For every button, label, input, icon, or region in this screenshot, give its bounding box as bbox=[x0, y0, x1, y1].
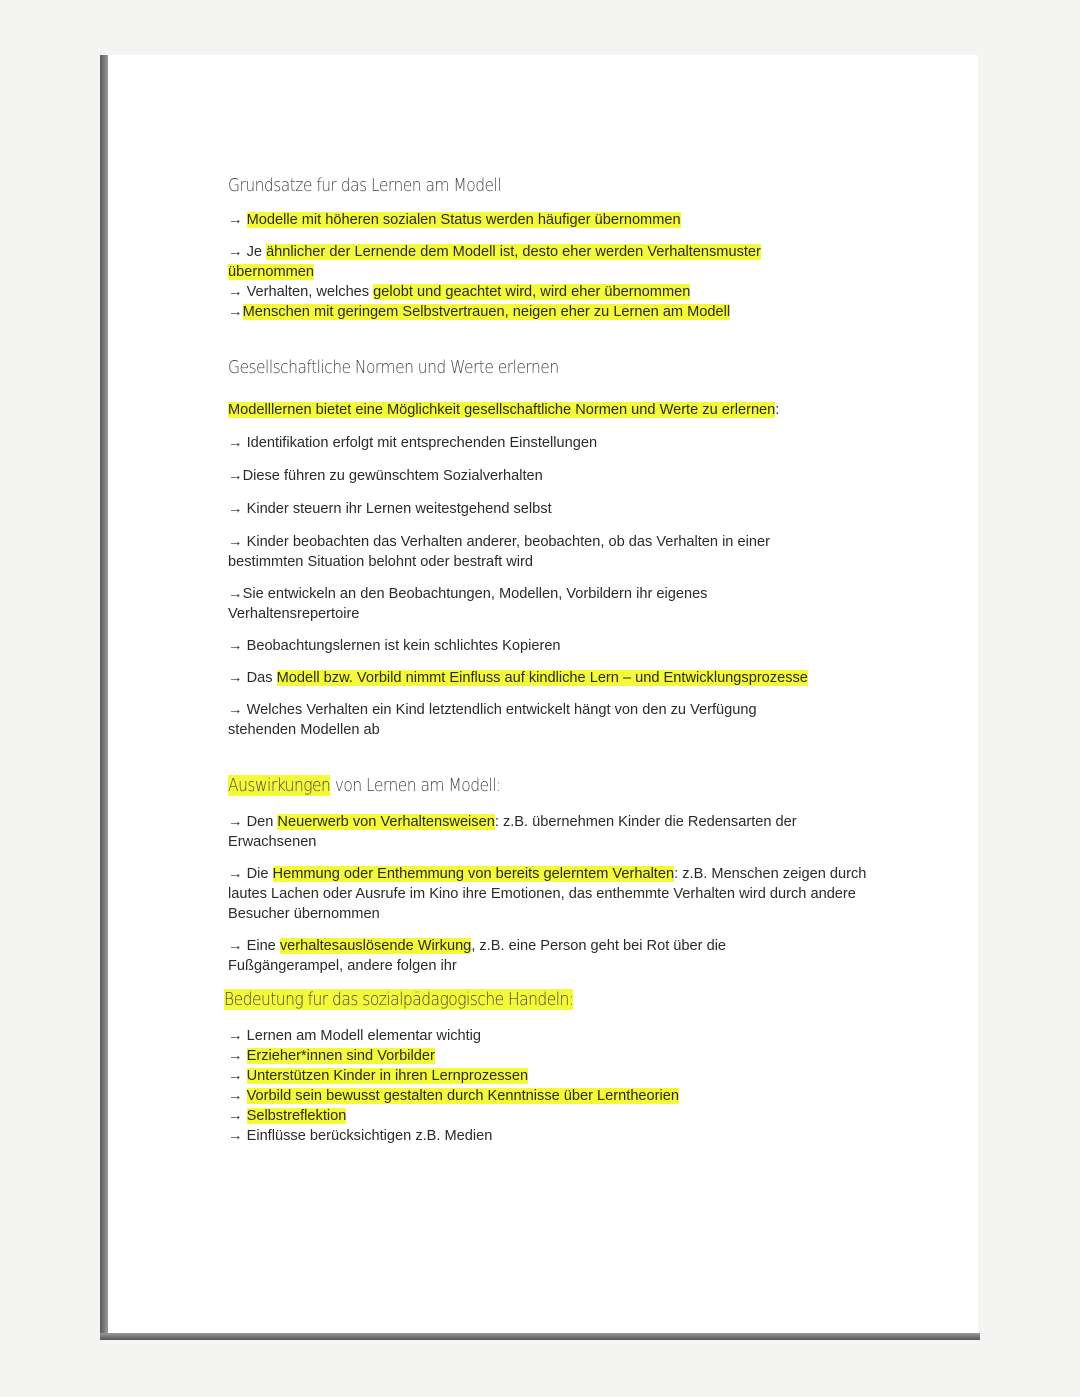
list-item bbox=[228, 433, 888, 453]
list-item bbox=[228, 466, 888, 486]
item-text: Verhalten, welches bbox=[246, 284, 374, 300]
list-item bbox=[228, 636, 888, 656]
item-text: Je bbox=[246, 244, 267, 260]
highlighted-text: gelobt und geachtet wird, wird eher übernommen bbox=[373, 284, 691, 300]
intro-suffix: : bbox=[775, 402, 780, 418]
arrow-icon: → bbox=[228, 1048, 243, 1064]
heading-rest: von Lernen am Modell: bbox=[330, 775, 501, 796]
scan-edge-bottom bbox=[100, 1333, 980, 1340]
item-text: Kinder steuern ihr Lernen weitestgehend selbst bbox=[246, 501, 552, 517]
highlighted-text: Unterstützen Kinder in ihren Lernprozessen bbox=[246, 1068, 529, 1084]
heading-normen: Gesellschaftliche Normen und Werte erlernen bbox=[228, 357, 559, 378]
item-text: Welches Verhalten ein Kind letztendlich entwickelt hängt von den zu Verfügung stehenden Modellen ab bbox=[228, 702, 757, 738]
highlighted-text: verhaltesauslösende Wirkung bbox=[279, 938, 472, 954]
arrow-icon: → bbox=[228, 1128, 243, 1144]
arrow-icon: → bbox=[228, 501, 243, 517]
item-text: : z.B. Menschen zeigen durch lautes Lachen oder Ausrufe im Kino ihre Emotionen, das enthemmte Verhalten wird durch andere Besucher übernommen bbox=[228, 866, 867, 922]
highlighted-text: Vorbild sein bewusst gestalten durch Kenntnisse über Lerntheorien bbox=[246, 1088, 680, 1104]
highlighted-text: Hemmung oder Enthemmung von bereits gelerntem Verhalten bbox=[272, 866, 675, 882]
item-text: Die bbox=[246, 866, 273, 882]
arrow-icon: → bbox=[228, 1068, 243, 1084]
arrow-icon: → bbox=[228, 670, 243, 686]
item-text: Den bbox=[246, 814, 278, 830]
arrow-icon: → bbox=[228, 212, 243, 228]
item-text: , z.B. eine Person geht bei Rot über die Fußgängerampel, andere folgen ihr bbox=[228, 938, 727, 974]
arrow-icon: → bbox=[228, 938, 243, 954]
highlighted-text: Menschen mit geringem Selbstvertrauen, neigen eher zu Lernen am Modell bbox=[242, 304, 731, 320]
list-item bbox=[228, 812, 848, 852]
item-text: Beobachtungslernen ist kein schlichtes Kopieren bbox=[246, 638, 561, 654]
heading-auswirkungen bbox=[228, 776, 796, 796]
list-item bbox=[228, 1086, 888, 1106]
list-item bbox=[228, 210, 888, 230]
list-item bbox=[228, 532, 828, 572]
arrow-icon: → bbox=[228, 814, 243, 830]
arrow-icon: → bbox=[228, 1028, 243, 1044]
list-item bbox=[228, 864, 873, 924]
scan-edge-left bbox=[100, 55, 108, 1340]
list-item bbox=[228, 1106, 888, 1126]
item-text: Identifikation erfolgt mit entsprechenden Einstellungen bbox=[246, 435, 598, 451]
item-text: Lernen am Modell elementar wichtig bbox=[246, 1028, 482, 1044]
arrow-icon: → bbox=[228, 284, 243, 300]
arrow-icon: → bbox=[228, 586, 243, 602]
highlighted-text: Bedeutung fur das sozialpädagogische Handeln: bbox=[224, 989, 574, 1010]
list-item bbox=[228, 302, 888, 322]
list-item bbox=[228, 700, 808, 740]
list-item bbox=[228, 499, 888, 519]
arrow-icon: → bbox=[228, 304, 243, 320]
list-item bbox=[228, 1126, 888, 1146]
highlighted-text: Selbstreflektion bbox=[246, 1108, 347, 1124]
highlighted-text: ähnlicher der Lernende dem Modell ist, desto eher werden Verhaltensmuster übernommen bbox=[228, 244, 761, 280]
arrow-icon: → bbox=[228, 638, 243, 654]
highlighted-text: Erzieher*innen sind Vorbilder bbox=[246, 1048, 435, 1064]
highlighted-text: Modelle mit höheren sozialen Status werden häufiger übernommen bbox=[246, 212, 681, 228]
item-text: : z.B. übernehmen Kinder die Redensarten der Erwachsenen bbox=[228, 814, 797, 850]
arrow-icon: → bbox=[228, 534, 243, 550]
highlighted-text: Modelllernen bietet eine Möglichkeit gesellschaftliche Normen und Werte zu erlernen bbox=[228, 402, 776, 418]
list-item bbox=[228, 1026, 888, 1046]
arrow-icon: → bbox=[228, 702, 243, 718]
list-item bbox=[228, 584, 768, 624]
document-content bbox=[224, 170, 888, 1146]
intro-text bbox=[228, 400, 888, 420]
list-item bbox=[228, 1066, 888, 1086]
arrow-icon: → bbox=[228, 468, 243, 484]
highlighted-text: Modell bzw. Vorbild nimmt Einfluss auf kindliche Lern – und Entwicklungsprozesse bbox=[276, 670, 808, 686]
arrow-icon: → bbox=[228, 244, 243, 260]
list-item bbox=[228, 668, 888, 688]
list-item bbox=[228, 242, 818, 282]
arrow-icon: → bbox=[228, 1088, 243, 1104]
item-text: Eine bbox=[246, 938, 280, 954]
item-text: Diese führen zu gewünschtem Sozialverhalten bbox=[242, 468, 543, 484]
heading-grundsaetze: Grundsatze fur das Lernen am Modell bbox=[228, 175, 502, 196]
list-item bbox=[228, 1046, 888, 1066]
item-text: Kinder beobachten das Verhalten anderer, beobachten, ob das Verhalten in einer bestimmten Situation belohnt oder bestraft wird bbox=[228, 534, 770, 570]
heading-bedeutung bbox=[224, 990, 795, 1010]
highlighted-text: Auswirkungen bbox=[228, 775, 331, 796]
list-item bbox=[228, 936, 773, 976]
item-text: Sie entwickeln an den Beobachtungen, Modellen, Vorbildern ihr eigenes Verhaltensrepertoire bbox=[228, 586, 708, 622]
highlighted-text: Neuerwerb von Verhaltensweisen bbox=[277, 814, 495, 830]
list-item bbox=[228, 282, 888, 302]
arrow-icon: → bbox=[228, 435, 243, 451]
arrow-icon: → bbox=[228, 1108, 243, 1124]
arrow-icon: → bbox=[228, 866, 243, 882]
item-text: Das bbox=[246, 670, 277, 686]
item-text: Einflüsse berücksichtigen z.B. Medien bbox=[246, 1128, 493, 1144]
